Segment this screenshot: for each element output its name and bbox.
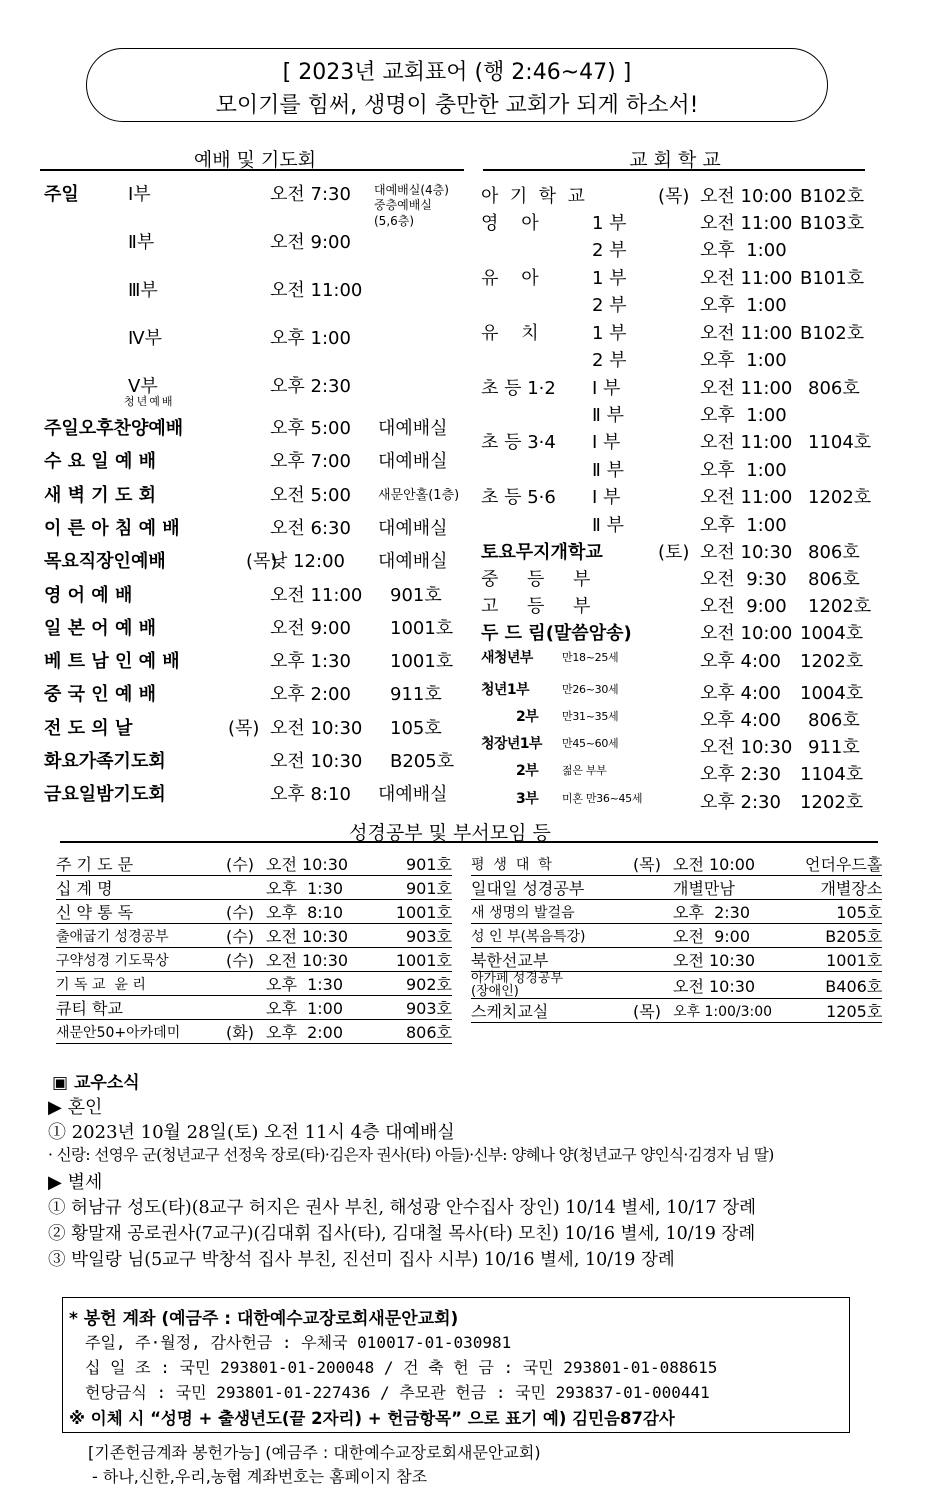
cell-room: B205호 xyxy=(805,924,882,948)
cell-room: 903호 xyxy=(386,996,452,1020)
service-time: 오전 7:30 xyxy=(270,184,351,205)
school-time: 오전 11:00 xyxy=(700,213,793,234)
cell-room: 105호 xyxy=(805,900,882,924)
school-day: (토) xyxy=(658,542,690,563)
school-time: 오후 1:00 xyxy=(700,295,787,316)
school-room: 1202호 xyxy=(808,596,872,617)
cell-day xyxy=(633,900,673,924)
cell-day xyxy=(633,924,673,948)
cell-room: 1001호 xyxy=(805,948,882,972)
cell-day: (수) xyxy=(226,852,266,876)
school-part: 1 부 xyxy=(592,323,627,344)
service-time: 오전 6:30 xyxy=(270,517,351,539)
cell-day: (목) xyxy=(633,999,673,1023)
school-dept: 유 아 xyxy=(481,268,539,289)
youth-room: 1004호 xyxy=(800,683,864,704)
cell-name-line: 아가페 성경공부 xyxy=(471,971,564,986)
school-time: 오전 11:00 xyxy=(700,268,793,289)
service-name: 일 본 어 예 배 xyxy=(44,617,157,639)
cell-name: 새 생명의 발걸음 xyxy=(471,900,633,924)
cell-room: B406호 xyxy=(805,972,882,999)
service-name: 화요가족기도회 xyxy=(44,751,166,772)
youth-dept: 3부 xyxy=(516,791,539,807)
cell-time: 오후 2:30 xyxy=(673,900,805,924)
cell-name: 신 약 통 독 xyxy=(56,900,226,924)
cell-name: 평 생 대 학 xyxy=(471,852,633,876)
cell-day: (수) xyxy=(226,900,266,924)
service-place-note: 중층예배실 xyxy=(374,198,432,212)
cell-name: 성 인 부(복음특강) xyxy=(471,924,633,948)
school-day: (목) xyxy=(658,186,690,207)
school-time: 오전 11:00 xyxy=(700,487,793,508)
cell-time: 오전 10:30 xyxy=(673,972,805,999)
table-row xyxy=(56,948,452,972)
school-part: Ⅰ 부 xyxy=(592,432,621,453)
school-part: 2 부 xyxy=(592,240,627,261)
cell-name: 십 계 명 xyxy=(56,876,226,900)
school-dept: 두 드 림(말씀암송) xyxy=(481,623,632,644)
school-time: 오후 1:00 xyxy=(700,515,787,536)
service-name: 이 른 아 침 예 배 xyxy=(44,517,180,539)
table-row xyxy=(471,876,882,900)
school-part: 1 부 xyxy=(592,268,627,289)
bible-rule xyxy=(60,841,878,843)
service-day: (목) xyxy=(246,551,278,573)
school-part: Ⅱ 부 xyxy=(592,460,624,481)
cell-room: 806호 xyxy=(386,1020,452,1044)
service-place: 1001호 xyxy=(390,651,454,673)
cell-day xyxy=(226,876,266,900)
offering-line: 십 일 조 : 국민 293801-01-200048 / 건 축 헌 금 : 국민 293801-01-088615 xyxy=(85,1358,718,1377)
cell-time: 오전 10:30 xyxy=(266,924,386,948)
motto-banner xyxy=(86,48,828,122)
cell-room: 개별장소 xyxy=(805,876,882,900)
youth-age: 만18~25세 xyxy=(562,651,619,664)
service-place: 대예배실 xyxy=(378,784,448,806)
table-row xyxy=(471,900,882,924)
cell-time: 개별만남 xyxy=(673,876,805,900)
cell-name-line: (장애인) xyxy=(471,984,519,999)
extra-account-note: [기존헌금계좌 봉헌가능] (예금주 : 대한예수교장로회새문안교회) xyxy=(88,1443,541,1462)
service-place: 901호 xyxy=(390,584,442,606)
service-time: 오후 2:00 xyxy=(270,684,351,706)
cell-time: 오전 10:30 xyxy=(673,948,805,972)
cell-time: 오후 1:00 xyxy=(266,996,386,1020)
table-row xyxy=(56,1020,452,1044)
table-row xyxy=(56,972,452,996)
sunday-label: 주일 xyxy=(44,184,79,205)
service-name: 주일오후찬양예배 xyxy=(44,418,184,439)
school-part: 1 부 xyxy=(592,213,627,234)
marriage-head: ▶ 혼인 xyxy=(48,1097,103,1118)
cell-time: 오전 10:30 xyxy=(266,852,386,876)
school-time: 오후 1:00 xyxy=(700,350,787,371)
youth-room: 1104호 xyxy=(800,764,864,785)
service-time: 오후 1:00 xyxy=(270,328,351,349)
service-name: Ⅰ부 xyxy=(128,184,151,205)
youth-dept: 2부 xyxy=(516,763,539,779)
right-table xyxy=(471,852,882,1023)
cell-day xyxy=(633,948,673,972)
service-time: 낮 12:00 xyxy=(270,551,345,573)
cell-day: (수) xyxy=(226,948,266,972)
cell-name xyxy=(471,972,633,999)
school-rule xyxy=(483,169,865,171)
cell-name: 구약성경 기도묵상 xyxy=(56,948,226,972)
offering-line: 헌당금식 : 국민 293801-01-227436 / 추모관 헌금 : 국민 293837-01-000441 xyxy=(85,1383,710,1402)
cell-day: (수) xyxy=(226,924,266,948)
youth-room: 1202호 xyxy=(800,792,864,813)
cell-time: 오전 10:30 xyxy=(266,948,386,972)
table-row xyxy=(471,852,882,876)
service-name: 새 벽 기 도 회 xyxy=(44,484,157,506)
youth-room: 806호 xyxy=(808,710,860,731)
school-dept: 유 치 xyxy=(481,323,539,344)
school-dept: 영 아 xyxy=(481,213,539,234)
school-room: 1104호 xyxy=(808,432,872,453)
worship-rule xyxy=(40,169,464,171)
cell-day xyxy=(226,972,266,996)
service-time: 오후 7:00 xyxy=(270,451,351,473)
youth-time: 오전 10:30 xyxy=(700,737,793,758)
cell-name: 기 독 교 윤 리 xyxy=(56,972,226,996)
square-icon: ▣ xyxy=(52,1073,69,1093)
school-dept: 중 등 부 xyxy=(481,569,591,590)
marriage-line: ① 2023년 10월 28일(토) 오전 11시 4층 대예배실 xyxy=(48,1122,455,1143)
school-time: 오전 11:00 xyxy=(700,432,793,453)
cell-day: (화) xyxy=(226,1020,266,1044)
school-room: B103호 xyxy=(800,213,865,234)
youth-age: 미혼 만36~45세 xyxy=(562,792,643,805)
service-place: 대예배실 xyxy=(378,517,448,539)
youth-dept: 2부 xyxy=(516,709,539,725)
youth-time: 오후 4:00 xyxy=(700,710,781,731)
cell-room: 901호 xyxy=(386,876,452,900)
service-place: 1001호 xyxy=(390,617,454,639)
school-time: 오후 1:00 xyxy=(700,460,787,481)
service-place: 대예배실(4층) xyxy=(374,183,449,197)
service-place: 대예배실 xyxy=(378,451,448,473)
cell-name: 새문안50+아카데미 xyxy=(56,1020,226,1044)
cell-room: 902호 xyxy=(386,972,452,996)
school-dept: 초 등 5·6 xyxy=(481,487,556,508)
service-name: 수 요 일 예 배 xyxy=(44,451,157,473)
news-header xyxy=(52,1068,140,1093)
cell-room: 1001호 xyxy=(386,948,452,972)
extra-account-ref: - 하나,신한,우리,농협 계좌번호는 홈페이지 참조 xyxy=(92,1467,428,1486)
cell-room: 901호 xyxy=(386,852,452,876)
table-row xyxy=(56,996,452,1020)
service-name: 금요일밤기도회 xyxy=(44,784,166,806)
school-part: Ⅱ 부 xyxy=(592,405,624,426)
service-time: 오전 10:30 xyxy=(270,717,363,739)
youth-time: 오후 4:00 xyxy=(700,683,781,704)
school-room: B101호 xyxy=(800,268,865,289)
service-time: 오전 10:30 xyxy=(270,751,363,772)
youth-age: 만31~35세 xyxy=(562,710,619,723)
motto-line2: 모이기를 힘써, 생명이 충만한 교회가 되게 하소서! xyxy=(215,93,699,118)
death-item: ② 황말재 공로권사(7교구)(김대휘 집사(타), 김대철 목사(타) 모친) 10/16 별세, 10/19 장례 xyxy=(48,1224,756,1244)
cell-room: 1205호 xyxy=(805,999,882,1023)
youth-time: 오후 2:30 xyxy=(700,764,781,785)
death-head: ▶ 별세 xyxy=(48,1172,103,1193)
school-time: 오전 9:00 xyxy=(700,596,787,617)
offering-box xyxy=(62,1297,850,1433)
service-time: 오전 11:00 xyxy=(270,280,363,301)
youth-age: 만26~30세 xyxy=(562,683,619,696)
service-day: (목) xyxy=(228,717,260,739)
youth-dept: 청년1부 xyxy=(481,682,529,698)
table-row xyxy=(56,924,452,948)
cell-name: 큐티 학교 xyxy=(56,996,226,1020)
cell-day xyxy=(633,972,673,999)
cell-name: 출애굽기 성경공부 xyxy=(56,924,226,948)
school-part: Ⅰ 부 xyxy=(592,487,621,508)
offering-title: * 봉헌 계좌 (예금주 : 대한예수교장로회새문안교회) xyxy=(69,1309,459,1329)
offering-note: ※ 이체 시 “성명 + 출생년도(끝 2자리) + 헌금항목” 으로 표기 예) 김민음87감사 xyxy=(69,1409,675,1428)
school-room: 1202호 xyxy=(808,487,872,508)
youth-room: 1202호 xyxy=(800,651,864,672)
news-title: 교우소식 xyxy=(73,1073,140,1093)
cell-room: 1001호 xyxy=(386,900,452,924)
marriage-detail: · 신랑: 선영우 군(청년교구 선정욱 장로(타)·김은자 권사(타) 아들)·신부: 양혜나 양(청년교구 양인식·김경자 님 딸) xyxy=(48,1146,774,1164)
school-time: 오전 10:00 xyxy=(700,186,793,207)
school-part: Ⅰ 부 xyxy=(592,378,621,399)
youth-age: 젊은 부부 xyxy=(562,764,607,777)
cell-time: 오전 9:00 xyxy=(673,924,805,948)
service-name: 전 도 의 날 xyxy=(44,717,133,739)
service-name: 영 어 예 배 xyxy=(44,584,133,606)
death-item: ③ 박일랑 님(5교구 박창석 집사 부친, 진선미 집사 시부) 10/16 별세, 10/19 장례 xyxy=(48,1250,675,1270)
school-room: 806호 xyxy=(808,378,860,399)
school-room: 806호 xyxy=(808,569,860,590)
school-time: 오전 10:30 xyxy=(700,542,793,563)
bible-title: 성경공부 및 부서모임 등 xyxy=(349,822,551,844)
youth-dept: 새청년부 xyxy=(481,650,533,666)
table-row xyxy=(471,924,882,948)
service-name: 베 트 남 인 예 배 xyxy=(44,651,180,673)
service-place: 105호 xyxy=(390,717,442,739)
service-name: Ⅳ부 xyxy=(128,328,162,349)
school-part: 2 부 xyxy=(592,350,627,371)
service-name: 중 국 인 예 배 xyxy=(44,684,157,706)
service-place: 새문안홀(1층) xyxy=(378,487,460,503)
cell-day: (목) xyxy=(633,852,673,876)
school-dept: 아 기 학 교 xyxy=(481,186,585,207)
cell-time: 오후 1:30 xyxy=(266,876,386,900)
youth-room: 911호 xyxy=(808,737,860,758)
youth-service-label: 청년예배 xyxy=(124,395,175,408)
youth-time: 오후 4:00 xyxy=(700,651,781,672)
worship-title: 예배 및 기도회 xyxy=(193,149,317,171)
cell-day xyxy=(226,996,266,1020)
cell-name: 주 기 도 문 xyxy=(56,852,226,876)
school-room: B102호 xyxy=(800,323,865,344)
youth-age: 만45~60세 xyxy=(562,737,619,750)
service-name: Ⅲ부 xyxy=(128,280,158,301)
death-item: ① 허남규 성도(타)(8교구 허지은 권사 부친, 해성광 안수집사 장인) 10/14 별세, 10/17 장례 xyxy=(48,1198,757,1218)
school-dept: 초 등 1·2 xyxy=(481,378,556,399)
service-time: 오전 9:00 xyxy=(270,617,351,639)
cell-time: 오후 2:00 xyxy=(266,1020,386,1044)
youth-dept: 청장년1부 xyxy=(481,736,542,752)
motto-line1: [ 2023년 교회표어 (행 2:46~47) ] xyxy=(282,60,632,85)
table-row xyxy=(56,900,452,924)
school-room: 1004호 xyxy=(800,623,864,644)
cell-room: 언더우드홀 xyxy=(805,852,882,876)
service-place: 대예배실 xyxy=(378,551,448,573)
table-row xyxy=(56,876,452,900)
table-row xyxy=(471,972,882,999)
cell-name: 스케치교실 xyxy=(471,999,633,1023)
service-time: 오후 8:10 xyxy=(270,784,351,806)
cell-room: 903호 xyxy=(386,924,452,948)
offering-line: 주일, 주·월정, 감사헌금 : 우체국 010017-01-030981 xyxy=(85,1333,512,1352)
table-row xyxy=(471,999,882,1023)
service-place: 911호 xyxy=(390,684,442,706)
school-time: 오전 11:00 xyxy=(700,323,793,344)
school-room: 806호 xyxy=(808,542,860,563)
school-time: 오후 1:00 xyxy=(700,405,787,426)
school-dept: 고 등 부 xyxy=(481,596,591,617)
cell-time: 오후 1:00/3:00 xyxy=(673,999,805,1023)
service-time: 오후 5:00 xyxy=(270,418,351,439)
service-time: 오전 11:00 xyxy=(270,584,363,606)
service-name: Ⅴ부 xyxy=(128,376,158,397)
service-place: 대예배실 xyxy=(378,418,448,439)
school-time: 오후 1:00 xyxy=(700,240,787,261)
left-table xyxy=(56,852,452,1044)
cell-time: 오전 10:00 xyxy=(673,852,805,876)
school-time: 오전 9:30 xyxy=(700,569,787,590)
service-time: 오전 5:00 xyxy=(270,484,351,506)
service-name: 목요직장인예배 xyxy=(44,551,166,573)
school-part: Ⅱ 부 xyxy=(592,515,624,536)
service-time: 오후 1:30 xyxy=(270,651,351,673)
service-time: 오후 2:30 xyxy=(270,376,351,397)
cell-time: 오후 8:10 xyxy=(266,900,386,924)
school-part: 2 부 xyxy=(592,295,627,316)
school-time: 오전 11:00 xyxy=(700,378,793,399)
service-place-note: (5,6층) xyxy=(374,214,415,228)
school-dept: 토요무지개학교 xyxy=(481,542,603,563)
service-place: B205호 xyxy=(390,751,455,772)
cell-day xyxy=(633,876,673,900)
service-name: Ⅱ부 xyxy=(128,232,155,253)
table-row xyxy=(56,852,452,876)
cell-name: 북한선교부 xyxy=(471,948,633,972)
table-row xyxy=(471,948,882,972)
service-time: 오전 9:00 xyxy=(270,232,351,253)
cell-time: 오후 1:30 xyxy=(266,972,386,996)
cell-name: 일대일 성경공부 xyxy=(471,876,633,900)
school-time: 오전 10:00 xyxy=(700,623,793,644)
youth-time: 오후 2:30 xyxy=(700,792,781,813)
school-dept: 초 등 3·4 xyxy=(481,432,556,453)
school-room: B102호 xyxy=(800,186,865,207)
school-title: 교 회 학 교 xyxy=(629,149,721,171)
